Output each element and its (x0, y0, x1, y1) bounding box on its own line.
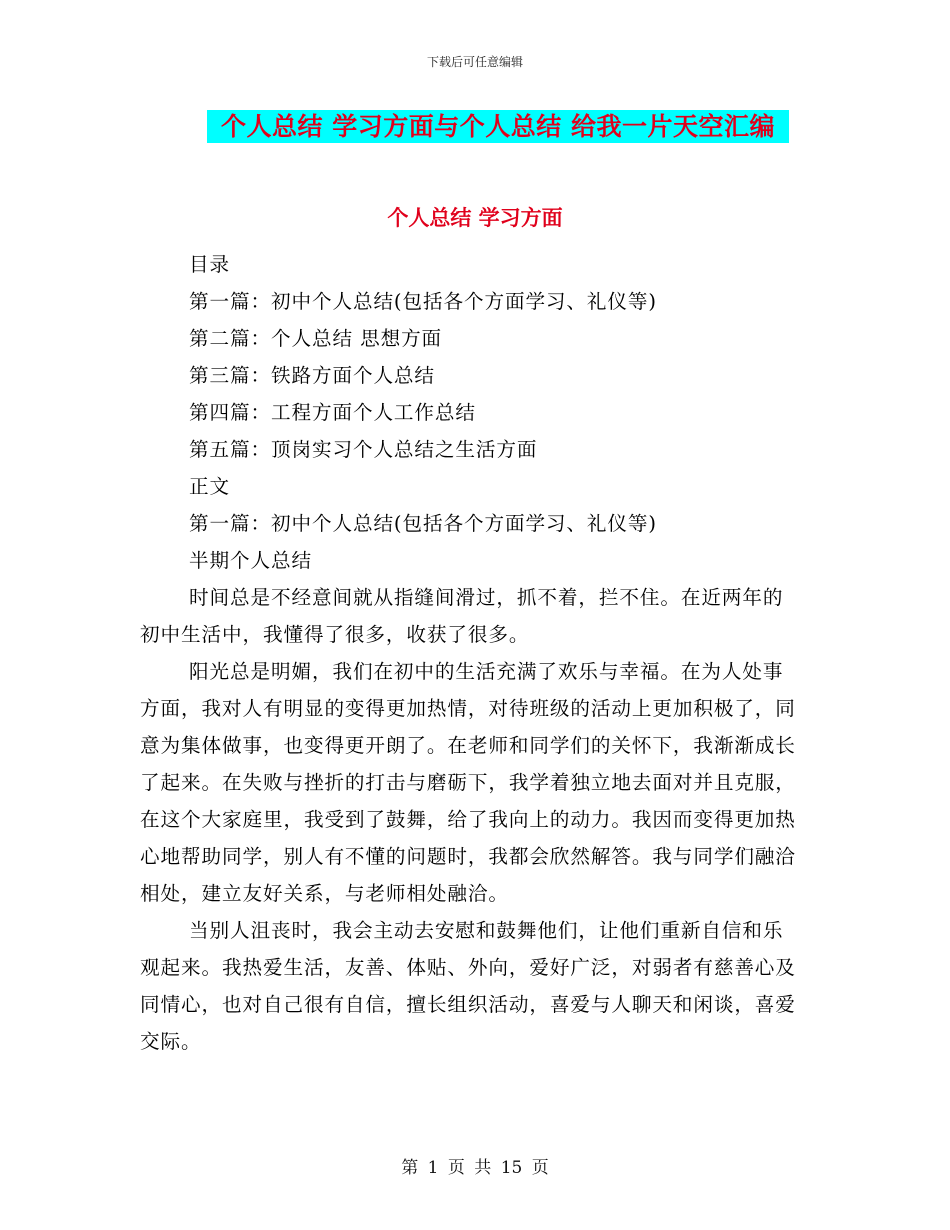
toc-item: 第一篇：初中个人总结(包括各个方面学习、礼仪等) (189, 290, 657, 313)
document-body (140, 246, 802, 1060)
toc-item: 第三篇：铁路方面个人总结 (189, 364, 435, 387)
main-title: 个人总结 学习方面与个人总结 给我一片天空汇编 (221, 112, 775, 141)
chapter-title: 第一篇：初中个人总结(包括各个方面学习、礼仪等) (189, 512, 657, 535)
paragraph: 阳光总是明媚，我们在初中的生活充满了欢乐与幸福。在为人处事方面，我对人有明显的变得更加热情，对待班级的活动上更加积极了，同意为集体做事，也变得更开朗了。在老师和同学们的关怀下，我渐渐成长了起来。在失败与挫折的打击与磨砺下，我学着独立地去面对并且克服，在这个大家庭里，我受到了鼓舞，给了我向上的动力。我因而变得更加热心地帮助同学，别人有不懂的问题时，我都会欣然解答。我与同学们融洽相处，建立友好关系，与老师相处融洽。 (140, 660, 796, 905)
toc-item: 第二篇：个人总结 思想方面 (189, 327, 443, 350)
body-label: 正文 (189, 475, 230, 498)
paragraph: 当别人沮丧时，我会主动去安慰和鼓舞他们，让他们重新自信和乐观起来。我热爱生活，友善、体贴、外向，爱好广泛，对弱者有慈善心及同情心，也对自己很有自信，擅长组织活动，喜爱与人聊天和闲谈，喜爱交际。 (140, 919, 796, 1053)
subtitle: 半期个人总结 (189, 549, 312, 572)
header-note: 下载后可任意编辑 (426, 55, 523, 69)
paragraph: 时间总是不经意间就从指缝间滑过，抓不着，拦不住。在近两年的初中生活中，我懂得了很多，收获了很多。 (140, 586, 784, 646)
page-footer: 第 1 页 共 15 页 (401, 1158, 549, 1178)
section-title: 个人总结 学习方面 (387, 206, 563, 230)
toc-item: 第五篇：顶岗实习个人总结之生活方面 (189, 438, 538, 461)
toc-item: 第四篇：工程方面个人工作总结 (189, 401, 476, 424)
main-title-highlight (207, 110, 789, 143)
toc-label: 目录 (189, 253, 230, 276)
